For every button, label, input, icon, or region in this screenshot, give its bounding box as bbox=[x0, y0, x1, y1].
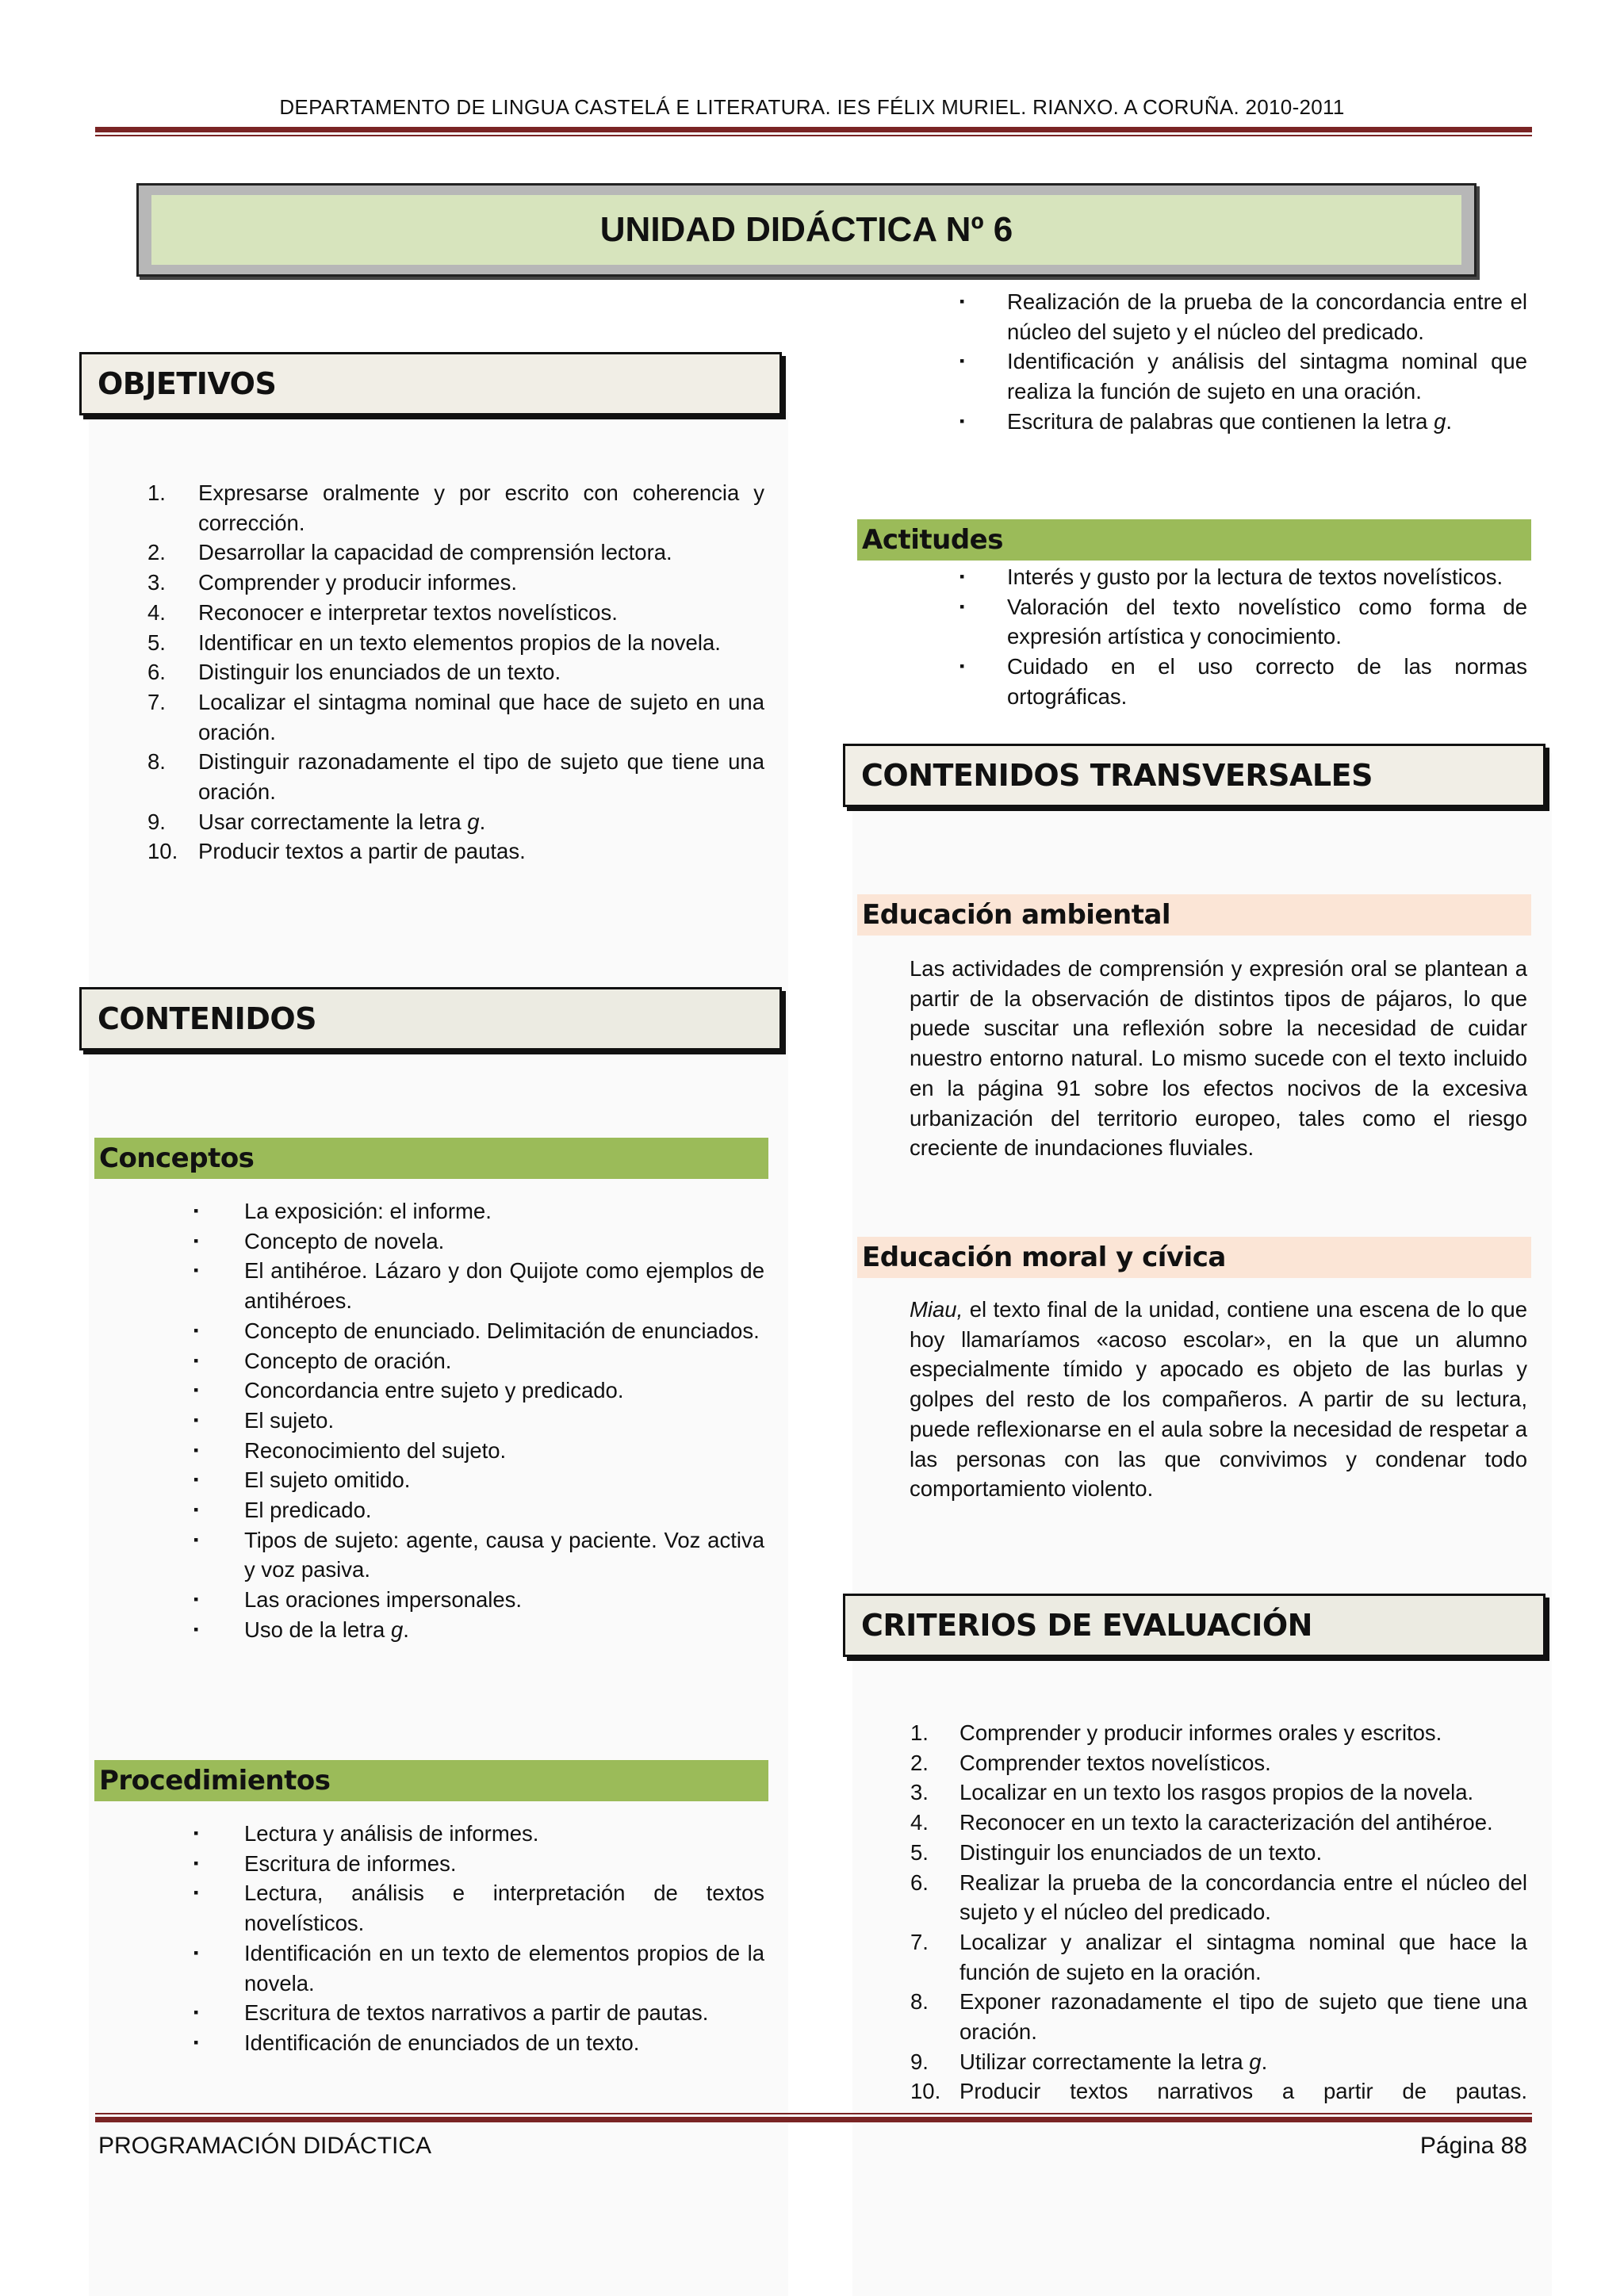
conceptos-heading: Conceptos bbox=[94, 1138, 768, 1179]
bullet-item bbox=[193, 1585, 764, 1615]
item-trailing-text: . bbox=[1261, 2049, 1268, 2074]
item-text: Identificación en un texto de elementos propios de la novela. bbox=[244, 1940, 764, 1996]
square-bullet-icon: ▪ bbox=[193, 1591, 199, 1608]
square-bullet-icon: ▪ bbox=[193, 1944, 199, 1961]
item-number: 5. bbox=[910, 1839, 929, 1865]
header-rule bbox=[95, 127, 1532, 136]
footer-title: PROGRAMACIÓN DIDÁCTICA bbox=[98, 2133, 432, 2159]
item-number: 9. bbox=[910, 2049, 929, 2074]
item-text: Distinguir los enunciados de un texto. bbox=[959, 1839, 1323, 1865]
item-text: Las oraciones impersonales. bbox=[244, 1587, 523, 1613]
item-number: 6. bbox=[910, 1869, 929, 1895]
item-text: Exponer razonadamente el tipo de sujeto que tiene una oración. bbox=[959, 1989, 1527, 2045]
moral-heading: Educación moral y cívica bbox=[857, 1237, 1531, 1278]
numbered-item bbox=[147, 538, 764, 568]
item-text: Escritura de informes. bbox=[244, 1850, 457, 1876]
square-bullet-icon: ▪ bbox=[193, 1322, 199, 1338]
item-number: 8. bbox=[910, 1989, 929, 2015]
item-text: Valoración del texto novelístico como forma de expresión artística y conocimiento. bbox=[1007, 594, 1527, 649]
bullet-item bbox=[959, 592, 1527, 652]
numbered-item bbox=[910, 1748, 1527, 1778]
square-bullet-icon: ▪ bbox=[193, 1232, 199, 1249]
item-number: 1. bbox=[910, 1720, 929, 1745]
numbered-item bbox=[147, 628, 764, 658]
criterios-heading: CRITERIOS DE EVALUACIÓN bbox=[843, 1594, 1545, 1657]
bullet-item bbox=[193, 1376, 764, 1406]
item-text: Realizar la prueba de la concordancia entre el núcleo del sujeto y el núcleo del predicado. bbox=[959, 1869, 1527, 1925]
footer-rule bbox=[95, 2113, 1532, 2122]
procedimientos-heading: Procedimientos bbox=[94, 1760, 768, 1801]
item-text: Concordancia entre sujeto y predicado. bbox=[244, 1378, 624, 1403]
square-bullet-icon: ▪ bbox=[959, 658, 965, 675]
item-text: Desarrollar la capacidad de comprensión lectora. bbox=[198, 540, 672, 565]
square-bullet-icon: ▪ bbox=[193, 1502, 199, 1518]
item-text: Producir textos a partir de pautas. bbox=[198, 839, 526, 864]
numbered-item bbox=[910, 1838, 1527, 1868]
item-text: Realización de la prueba de la concordancia entre el núcleo del sujeto y el núcleo del predicado. bbox=[1007, 289, 1527, 344]
numbered-item bbox=[910, 2076, 1527, 2107]
square-bullet-icon: ▪ bbox=[193, 1262, 199, 1279]
square-bullet-icon: ▪ bbox=[193, 1352, 199, 1368]
square-bullet-icon: ▪ bbox=[193, 1825, 199, 1841]
item-number: 9. bbox=[147, 809, 166, 834]
item-trailing-text: . bbox=[479, 809, 486, 834]
item-trailing-text: . bbox=[403, 1617, 409, 1642]
actitudes-heading: Actitudes bbox=[857, 519, 1531, 561]
bullet-item bbox=[193, 1346, 764, 1376]
item-text: Interés y gusto por la lectura de textos novelísticos. bbox=[1007, 564, 1503, 589]
item-number: 3. bbox=[147, 570, 166, 595]
bullet-item bbox=[959, 652, 1527, 711]
item-text: El predicado. bbox=[244, 1498, 372, 1523]
item-text: Concepto de oración. bbox=[244, 1348, 452, 1373]
item-number: 3. bbox=[910, 1780, 929, 1805]
item-text: Localizar en un texto los rasgos propios de la novela. bbox=[959, 1780, 1474, 1805]
transversales-heading: CONTENIDOS TRANSVERSALES bbox=[843, 744, 1545, 807]
item-text: Concepto de novela. bbox=[244, 1228, 445, 1253]
item-number: 4. bbox=[910, 1810, 929, 1835]
item-text: Identificar en un texto elementos propios de la novela. bbox=[198, 629, 721, 655]
item-text: Lectura y análisis de informes. bbox=[244, 1821, 539, 1846]
square-bullet-icon: ▪ bbox=[193, 1203, 199, 1219]
item-number: 5. bbox=[147, 629, 166, 655]
square-bullet-icon: ▪ bbox=[959, 568, 965, 584]
item-text: El antihéroe. Lázaro y don Quijote como ejemplos de antihéroes. bbox=[244, 1258, 764, 1314]
item-italic-text: g bbox=[467, 809, 480, 834]
item-text: Escritura de textos narrativos a partir de pautas. bbox=[244, 2000, 709, 2026]
item-text: Utilizar correctamente la letra bbox=[959, 2049, 1250, 2074]
numbered-item bbox=[910, 2047, 1527, 2077]
square-bullet-icon: ▪ bbox=[959, 598, 965, 614]
numbered-item bbox=[147, 568, 764, 598]
numbered-item bbox=[910, 1718, 1527, 1748]
criterios-list bbox=[910, 1718, 1527, 2107]
numbered-item bbox=[147, 687, 764, 747]
item-number: 8. bbox=[147, 749, 166, 775]
ambiental-paragraph: Las actividades de comprensión y expresión oral se plantean a partir de la observación de distintos tipos de pájaros, lo que puede suscitar una reflexión sobre la necesidad de cuidar nuestro entorno natural. Lo mismo sucede con el texto incluido en la página 91 sobre los efectos nocivos de la excesiva urbanización del territorio europeo, tales como el riesgo creciente de inundaciones fluviales. bbox=[910, 956, 1527, 1161]
item-number: 1. bbox=[147, 480, 166, 505]
page-number: Página 88 bbox=[1419, 2133, 1527, 2159]
item-number: 10. bbox=[147, 839, 178, 864]
bullet-item bbox=[959, 562, 1527, 592]
item-number: 2. bbox=[910, 1750, 929, 1775]
item-italic-text: g bbox=[1249, 2049, 1262, 2074]
square-bullet-icon: ▪ bbox=[959, 293, 965, 309]
item-text: Comprender y producir informes orales y escritos. bbox=[959, 1720, 1442, 1745]
square-bullet-icon: ▪ bbox=[193, 1531, 199, 1548]
square-bullet-icon: ▪ bbox=[193, 1854, 199, 1871]
item-trailing-text: . bbox=[1446, 408, 1453, 434]
item-text: Producir textos narrativos a partir de pautas. bbox=[959, 2079, 1527, 2104]
objetivos-heading: OBJETIVOS bbox=[79, 352, 782, 415]
bullet-item bbox=[193, 1256, 764, 1315]
bullet-item bbox=[959, 287, 1527, 346]
item-text: Usar correctamente la letra bbox=[198, 809, 468, 834]
bullet-item bbox=[193, 1819, 764, 1849]
square-bullet-icon: ▪ bbox=[959, 353, 965, 369]
item-text: Lectura, análisis e interpretación de textos novelísticos. bbox=[244, 1881, 764, 1936]
item-text: El sujeto omitido. bbox=[244, 1468, 411, 1493]
item-text: Cuidado en el uso correcto de las normas ortográficas. bbox=[1007, 654, 1527, 709]
item-text: Identificación y análisis del sintagma nominal que realiza la función de sujeto en una oración. bbox=[1007, 349, 1527, 404]
moral-title-italic: Miau, bbox=[910, 1297, 963, 1322]
bullet-item bbox=[193, 1878, 764, 1938]
moral-text: el texto final de la unidad, contiene una escena de lo que hoy llamaríamos «acoso escolar», en la que un alumno especialmente tímido y apocado es objeto de las burlas y golpes del resto de los compañeros. A partir de su lectura, puede reflexionarse en el aula sobre la necesidad de respetar a las personas con las que convivimos y condenar todo comportamiento violento. bbox=[910, 1297, 1527, 1502]
contenidos-heading: CONTENIDOS bbox=[79, 987, 782, 1050]
item-number: 7. bbox=[147, 689, 166, 714]
numbered-item bbox=[910, 1777, 1527, 1808]
item-italic-text: g bbox=[1434, 408, 1446, 434]
numbered-item bbox=[910, 1987, 1527, 2046]
page-header: DEPARTAMENTO DE LINGUA CASTELÁ E LITERATURA. IES FÉLIX MURIEL. RIANXO. A CORUÑA. 2010-2011 bbox=[279, 95, 1345, 119]
numbered-item bbox=[910, 1927, 1527, 1987]
item-text: Identificación de enunciados de un texto. bbox=[244, 2030, 640, 2055]
conceptos-list bbox=[193, 1196, 764, 1645]
bullet-item bbox=[193, 1196, 764, 1226]
square-bullet-icon: ▪ bbox=[193, 1621, 199, 1637]
numbered-item bbox=[910, 1868, 1527, 1927]
unit-title: UNIDAD DIDÁCTICA Nº 6 bbox=[151, 195, 1461, 265]
bullet-item bbox=[193, 1998, 764, 2028]
item-text: Comprender textos novelísticos. bbox=[959, 1750, 1271, 1775]
item-text: Uso de la letra bbox=[244, 1617, 391, 1642]
bullet-item bbox=[959, 346, 1527, 406]
item-number: 7. bbox=[910, 1929, 929, 1954]
item-text: La exposición: el informe. bbox=[244, 1199, 492, 1223]
bullet-item bbox=[193, 2028, 764, 2058]
item-number: 2. bbox=[147, 540, 166, 565]
square-bullet-icon: ▪ bbox=[193, 2004, 199, 2021]
item-text: Distinguir los enunciados de un texto. bbox=[198, 660, 561, 685]
numbered-item bbox=[147, 657, 764, 687]
square-bullet-icon: ▪ bbox=[193, 1885, 199, 1901]
procedimientos-list bbox=[193, 1819, 764, 2058]
bullet-item bbox=[193, 1406, 764, 1436]
item-number: 6. bbox=[147, 660, 166, 685]
square-bullet-icon: ▪ bbox=[193, 1411, 199, 1428]
item-text: Reconocimiento del sujeto. bbox=[244, 1437, 507, 1463]
numbered-item bbox=[147, 478, 764, 538]
square-bullet-icon: ▪ bbox=[193, 1471, 199, 1488]
bullet-item bbox=[193, 1615, 764, 1645]
bullet-item bbox=[193, 1465, 764, 1495]
bullet-item bbox=[193, 1849, 764, 1879]
moral-paragraph bbox=[910, 1295, 1527, 1504]
bullet-item bbox=[193, 1436, 764, 1466]
ambiental-heading: Educación ambiental bbox=[857, 894, 1531, 936]
item-text: Reconocer en un texto la caracterización del antihéroe. bbox=[959, 1810, 1493, 1835]
actitudes-list bbox=[959, 562, 1527, 712]
numbered-item bbox=[147, 598, 764, 628]
square-bullet-icon: ▪ bbox=[193, 2034, 199, 2050]
procedimientos-continued-list bbox=[959, 287, 1527, 437]
numbered-item bbox=[147, 836, 764, 867]
item-text: Tipos de sujeto: agente, causa y paciente. Voz activa y voz pasiva. bbox=[244, 1527, 764, 1582]
item-italic-text: g bbox=[390, 1617, 404, 1642]
item-text: Expresarse oralmente y por escrito con coherencia y corrección. bbox=[198, 480, 764, 535]
bullet-item bbox=[193, 1226, 764, 1257]
item-text: Localizar el sintagma nominal que hace de sujeto en una oración. bbox=[198, 689, 764, 744]
item-text: Distinguir razonadamente el tipo de sujeto que tiene una oración. bbox=[198, 749, 764, 805]
bullet-item bbox=[193, 1495, 764, 1525]
item-number: 4. bbox=[147, 599, 166, 625]
square-bullet-icon: ▪ bbox=[193, 1382, 199, 1399]
item-text: Concepto de enunciado. Delimitación de enunciados. bbox=[244, 1318, 760, 1343]
item-text: Escritura de palabras que contienen la letra bbox=[1007, 408, 1434, 434]
bullet-item bbox=[193, 1938, 764, 1998]
bullet-item bbox=[959, 407, 1527, 437]
item-text: Localizar y analizar el sintagma nominal que hace la función de sujeto en la oración. bbox=[959, 1929, 1527, 1984]
objetivos-list bbox=[147, 478, 764, 867]
item-text: Reconocer e interpretar textos novelísticos. bbox=[198, 599, 618, 625]
item-text: El sujeto. bbox=[244, 1407, 335, 1433]
item-text: Comprender y producir informes. bbox=[198, 570, 517, 595]
numbered-item bbox=[147, 747, 764, 806]
square-bullet-icon: ▪ bbox=[959, 412, 965, 429]
bullet-item bbox=[193, 1525, 764, 1585]
item-number: 10. bbox=[910, 2079, 941, 2104]
bullet-item bbox=[193, 1316, 764, 1346]
numbered-item bbox=[910, 1808, 1527, 1838]
unit-title-box bbox=[136, 183, 1477, 277]
numbered-item bbox=[147, 807, 764, 837]
square-bullet-icon: ▪ bbox=[193, 1441, 199, 1458]
